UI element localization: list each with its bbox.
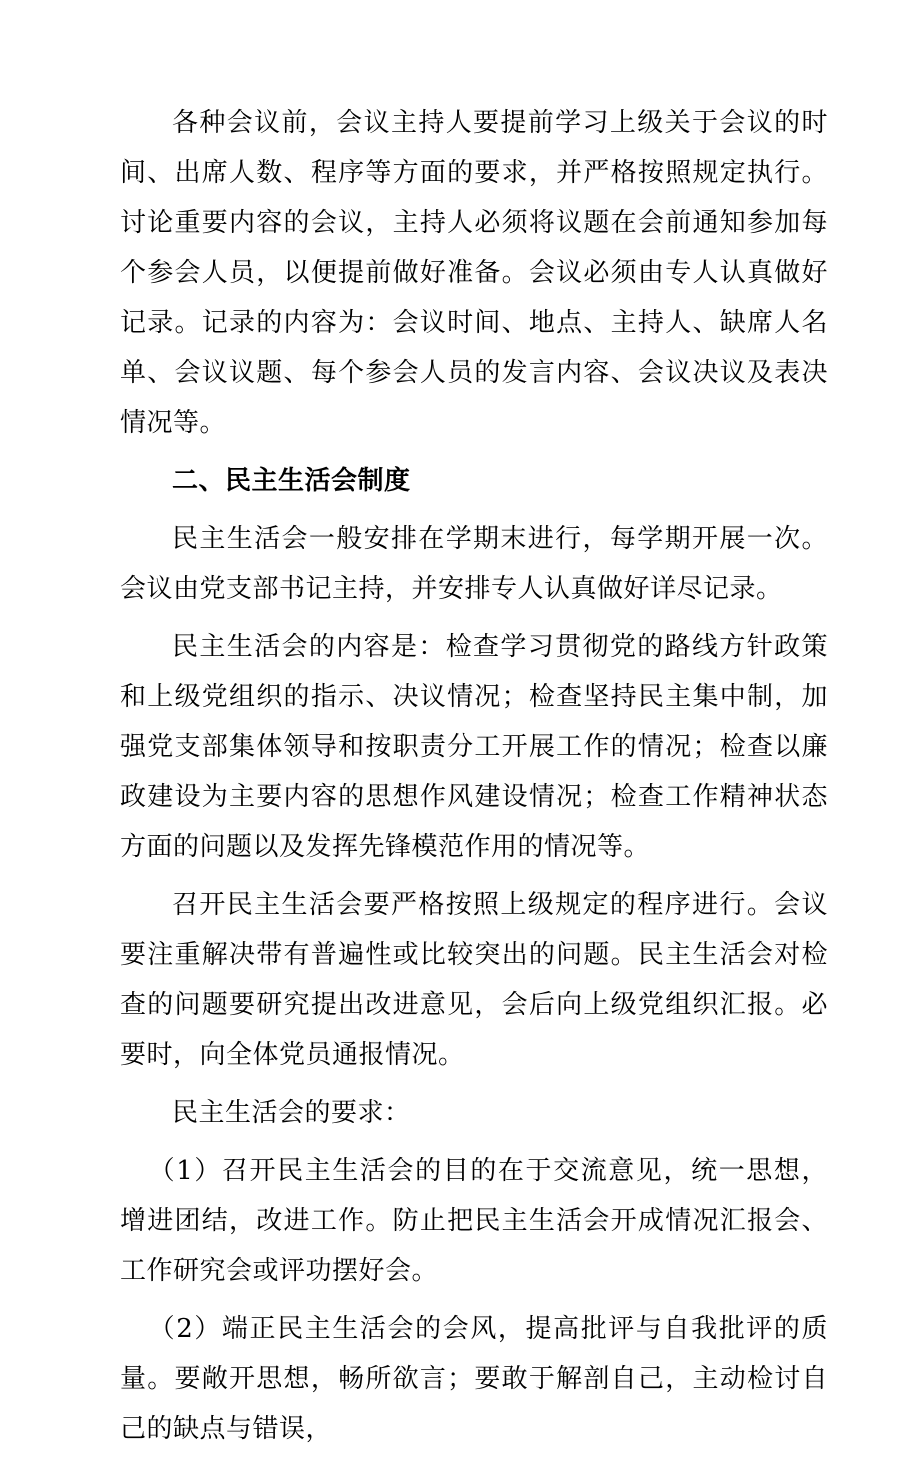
paragraph-procedure: 召开民主生活会要严格按照上级规定的程序进行。会议要注重解决带有普遍性或比较突出的问题。民主生活会对检查的问题要研究提出改进意见，会后向上级党组织汇报。必要时，向全体党员通报情况。 — [120, 890, 828, 1070]
section-heading: 二、民主生活会制度 — [172, 466, 411, 496]
paragraph-content: 民主生活会的内容是：检查学习贯彻党的路线方针政策和上级党组织的指示、决议情况；检查坚持民主集中制，加强党支部集体领导和按职责分工开展工作的情况；检查以廉政建设为主要内容的思想作风建设情况；检查工作精神状态方面的问题以及发挥先锋模范作用的情况等。 — [120, 632, 828, 862]
list-item: （2）端正民主生活会的会风，提高批评与自我批评的质量。要敞开思想，畅所欲言；要敢于解剖自己，主动检讨自己的缺点与错误， — [120, 1314, 828, 1444]
paragraph-meeting-rules: 各种会议前，会议主持人要提前学习上级关于会议的时间、出席人数、程序等方面的要求，并严格按照规定执行。讨论重要内容的会议，主持人必须将议题在会前通知参加每个参会人员，以便提前做好准备。会议必须由专人认真做好记录。记录的内容为：会议时间、地点、主持人、缺席人名单、会议议题、每个参会人员的发言内容、会议决议及表决情况等。 — [120, 108, 828, 438]
list-item: （1）召开民主生活会的目的在于交流意见，统一思想，增进团结，改进工作。防止把民主生活会开成情况汇报会、工作研究会或评功摆好会。 — [120, 1156, 828, 1286]
paragraph-schedule: 民主生活会一般安排在学期末进行，每学期开展一次。会议由党支部书记主持，并安排专人认真做好详尽记录。 — [120, 524, 828, 604]
document-body — [120, 98, 828, 1462]
paragraph-requirements-intro: 民主生活会的要求： — [172, 1098, 411, 1128]
